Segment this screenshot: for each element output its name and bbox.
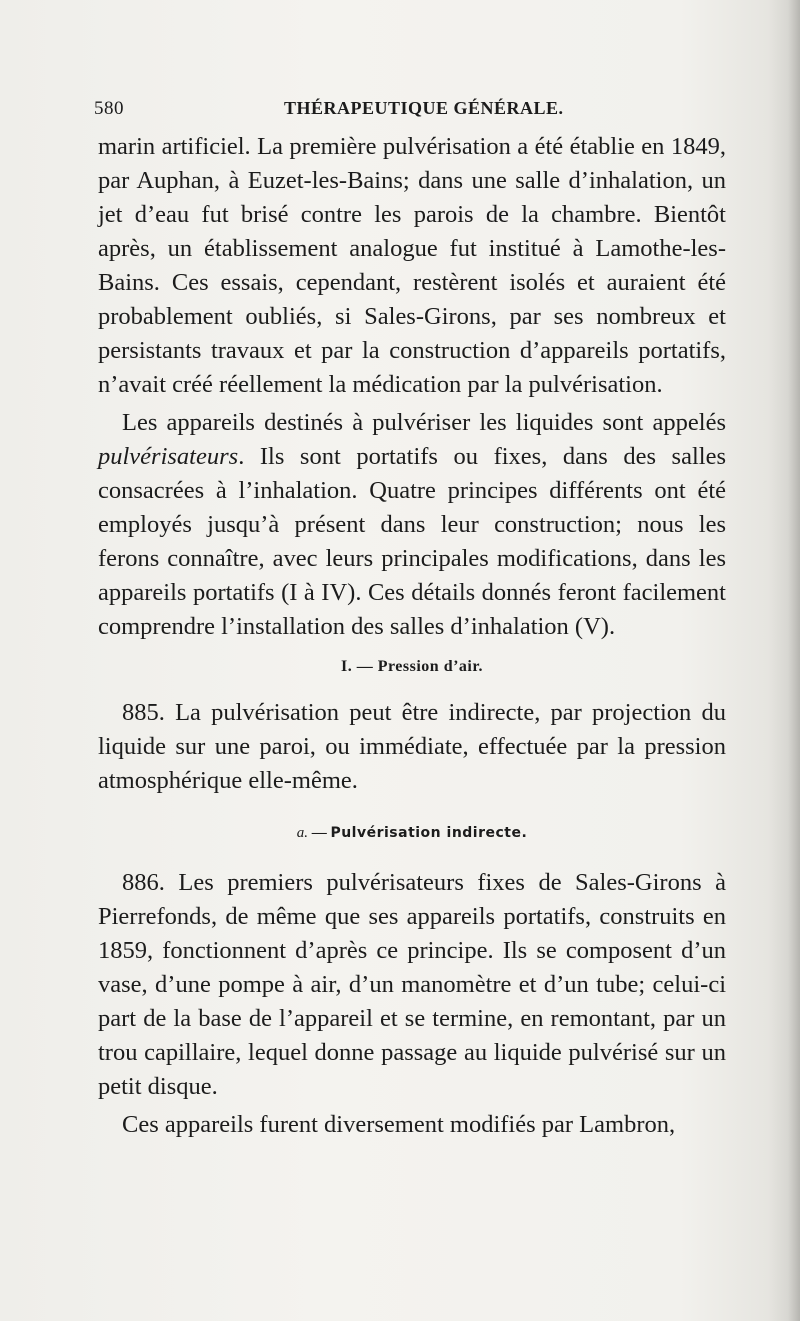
page-edge-shadow <box>788 0 800 1321</box>
subsection-title: Pulvérisation indirecte. <box>330 825 528 841</box>
paragraph-continuation: marin artificiel. La première pulvérisation a été établie en 1849, par Auphan, à Euzet-les-Bains; dans une salle d’inhalation, un jet d’eau fut brisé contre les parois de la chambre. Bientôt après, un établissement analogue fut institué à Lamothe-les-Bains. Ces essais, cependant, restèrent isolés et auraient été probablement oubliés, si Sales-Girons, par ses nombreux et persistants travaux et par la construction d’appareils portatifs, n’avait créé réellement la médication par la pulvérisation. <box>98 133 726 398</box>
subsection-letter: a. <box>296 825 308 841</box>
subsection-dash: — <box>307 825 331 841</box>
running-title: THÉRAPEUTIQUE GÉNÉRALE. <box>284 98 564 118</box>
page-body <box>98 130 726 1142</box>
page-number: 580 <box>94 98 124 119</box>
subsection-heading <box>98 822 726 844</box>
section-heading <box>98 656 726 678</box>
paragraph-text: Les appareils destinés à pulvériser les liquides sont appelés <box>122 409 726 436</box>
italic-term: pulvérisateurs <box>98 443 239 470</box>
paragraph-886: 886. Les premiers pulvérisateurs fixes de Sales-Girons à Pierrefonds, de même que ses appareils portatifs, construits en 1859, fonctionnent d’après ce principe. Ils se composent d’un vase, d’une pompe à air, d’un manomètre et d’un tube; celui-ci part de la base de l’appareil et se termine, en remontant, par un trou capillaire, lequel donne passage au liquide pulvérisé sur un petit disque. <box>98 869 726 1100</box>
paragraph-885: 885. La pulvérisation peut être indirecte, par projection du liquide sur une paroi, ou immédiate, effectuée par la pression atmosphérique elle-même. <box>98 699 726 794</box>
paragraph-pulverisateurs <box>98 406 726 644</box>
section-title: I. — Pression d’air. <box>340 658 483 675</box>
paragraph-lambron: Ces appareils furent diversement modifiés par Lambron, <box>122 1111 676 1138</box>
paragraph-text: . Ils sont portatifs ou fixes, dans des salles consacrées à l’inhalation. Quatre principes différents ont été employés jusqu’à présent dans leur construction; nous les ferons connaître, avec leurs principales modifications, dans les appareils portatifs (I à IV). Ces détails donnés feront facilement comprendre l’installation des salles d’inhalation (V). <box>98 443 726 640</box>
